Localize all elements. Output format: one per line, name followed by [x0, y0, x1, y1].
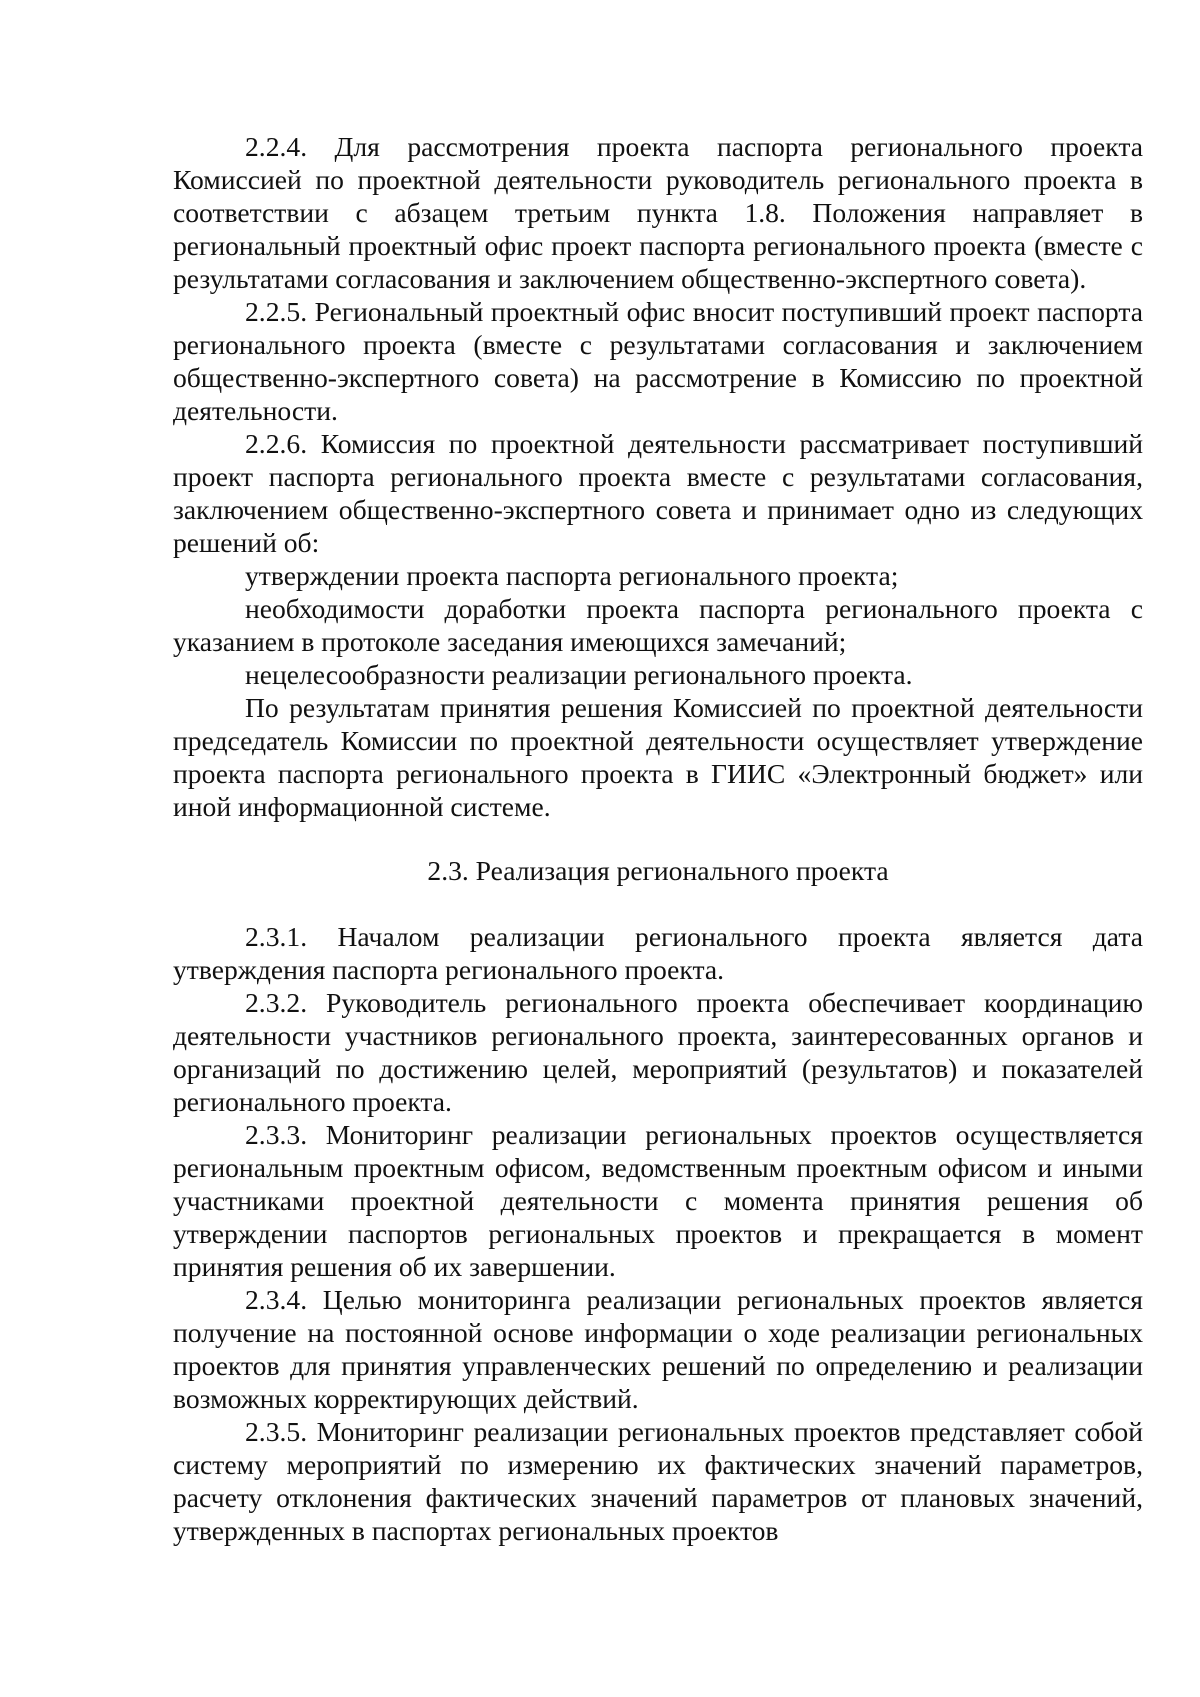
paragraph-2-3-3: 2.3.3. Мониторинг реализации региональных проектов осуществляется региональным проектным офисом, ведомственным проектным офисом и иными участниками проектной деятельности с момента принятия решения об утверждении паспортов региональных проектов и прекращается в момент принятия решения об их завершении.	[173, 1119, 1143, 1282]
paragraph-2-2-5: 2.2.5. Региональный проектный офис вносит поступивший проект паспорта регионального проекта (вместе с результатами согласования и заключением общественно-экспертного совета) на рассмотрение в Комиссию по проектной деятельности.	[173, 296, 1143, 426]
paragraph-2-2-4: 2.2.4. Для рассмотрения проекта паспорта регионального проекта Комиссией по проектной деятельности руководитель регионального проекта в соответствии с абзацем третьим пункта 1.8. Положения направляет в региональный проектный офис проект паспорта регионального проекта (вместе с результатами согласования и заключением общественно-экспертного совета).	[173, 131, 1143, 294]
paragraph-2-3-4: 2.3.4. Целью мониторинга реализации региональных проектов является получение на постоянной основе информации о ходе реализации региональных проектов для принятия управленческих решений по определению и реализации возможных корректирующих действий.	[173, 1284, 1143, 1414]
decision-item-revise: необходимости доработки проекта паспорта регионального проекта с указанием в протоколе заседания имеющихся замечаний;	[173, 593, 1143, 657]
decision-item-reject: нецелесообразности реализации регионального проекта.	[245, 659, 913, 690]
paragraph-2-3-1: 2.3.1. Началом реализации регионального проекта является дата утверждения паспорта регионального проекта.	[173, 921, 1143, 985]
paragraph-2-2-6: 2.2.6. Комиссия по проектной деятельности рассматривает поступивший проект паспорта регионального проекта вместе с результатами согласования, заключением общественно-экспертного совета и принимает одно из следующих решений об:	[173, 428, 1143, 558]
section-heading: 2.3. Реализация регионального проекта	[427, 855, 889, 886]
paragraph-2-3-2: 2.3.2. Руководитель регионального проекта обеспечивает координацию деятельности участников регионального проекта, заинтересованных органов и организаций по достижению целей, мероприятий (результатов) и показателей регионального проекта.	[173, 987, 1143, 1117]
document-page	[173, 130, 1143, 1547]
paragraph-2-3-5: 2.3.5. Мониторинг реализации региональных проектов представляет собой систему мероприятий по измерению их фактических значений параметров, расчету отклонения фактических значений параметров от плановых значений, утвержденных в паспортах региональных проектов	[173, 1416, 1143, 1546]
decision-item-approve: утверждении проекта паспорта регионального проекта;	[245, 560, 899, 591]
paragraph-decision-results: По результатам принятия решения Комиссией по проектной деятельности председатель Комиссии по проектной деятельности осуществляет утверждение проекта паспорта регионального проекта в ГИИС «Электронный бюджет» или иной информационной системе.	[173, 692, 1143, 822]
